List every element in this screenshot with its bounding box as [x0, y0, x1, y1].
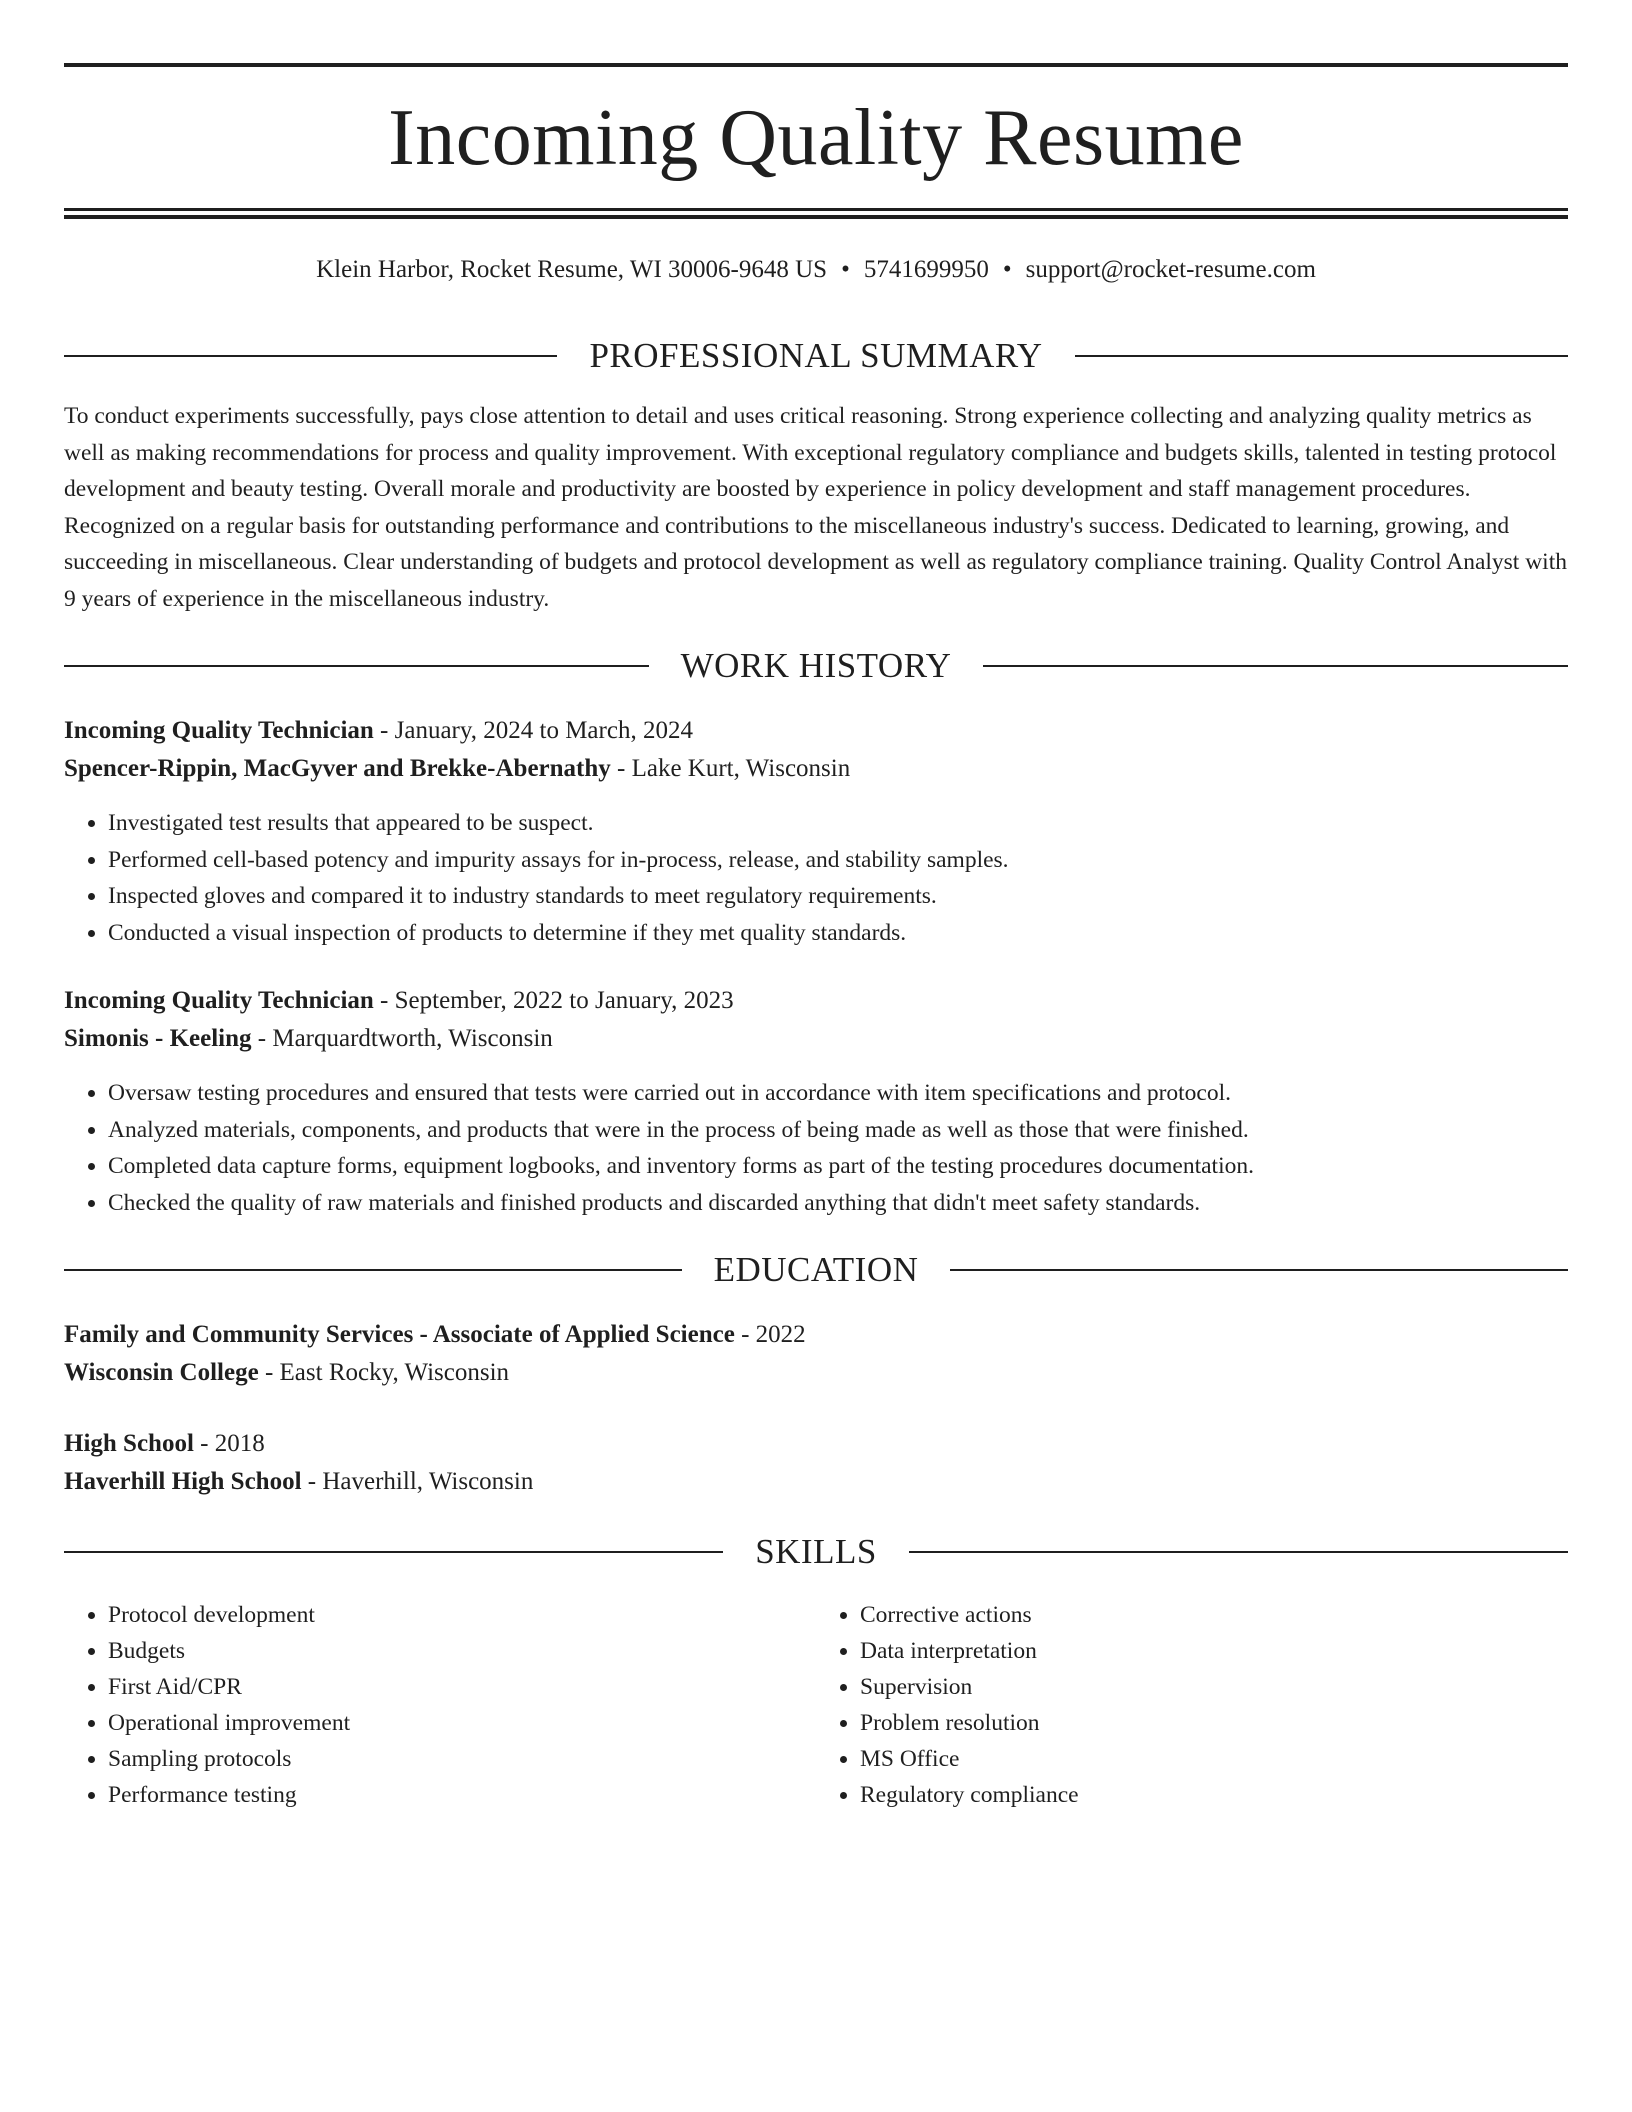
- section-header-summary: [64, 334, 1568, 378]
- resume-title: Incoming Quality Resume: [388, 94, 1244, 182]
- title-rule-thick: [64, 215, 1568, 219]
- contact-phone: 5741699950: [863, 256, 989, 283]
- contact-line: [64, 252, 1568, 288]
- skills-column-left: [64, 1597, 816, 1813]
- skill-item: • Sampling protocols: [108, 1741, 816, 1777]
- job-title: Incoming Quality Technician: [64, 987, 374, 1014]
- job-company: Simonis - Keeling: [64, 1025, 252, 1052]
- divider: [64, 1269, 682, 1271]
- skill-item: • Corrective actions: [860, 1597, 1568, 1633]
- education-degree: High School: [64, 1430, 194, 1457]
- skill-item: • Protocol development: [108, 1597, 816, 1633]
- education-location: - East Rocky, Wisconsin: [258, 1359, 510, 1386]
- section-title: SKILLS: [755, 1532, 877, 1571]
- job-entry: [64, 712, 1568, 788]
- education-entry: [64, 1425, 1568, 1501]
- section-title: EDUCATION: [713, 1250, 919, 1289]
- skill-item: • Performance testing: [108, 1777, 816, 1813]
- skill-item: • Data interpretation: [860, 1633, 1568, 1669]
- section-header-skills: [64, 1530, 1568, 1574]
- skill-item: • Regulatory compliance: [860, 1777, 1568, 1813]
- job-bullets: [64, 1075, 1568, 1221]
- job-title: Incoming Quality Technician: [64, 717, 374, 744]
- summary-text: To conduct experiments successfully, pays close attention to detail and uses critical reasoning. Strong experience collecting and analyzing quality metrics as well as making recommendations for process and quality improvement. With exceptional regulatory compliance and budgets skills, talented in testing protocol development and beauty testing. Overall morale and productivity are boosted by experience in policy development and staff management procedures. Recognized on a regular basis for outstanding performance and contributions to the miscellaneous industry's success. Dedicated to learning, growing, and succeeding in miscellaneous. Clear understanding of budgets and protocol development as well as regulatory compliance training. Quality Control Analyst with 9 years of experience in the miscellaneous industry.: [64, 403, 1567, 612]
- job-company: Spencer-Rippin, MacGyver and Brekke-Abernathy: [64, 755, 611, 782]
- divider: [64, 355, 557, 357]
- job-entry: [64, 982, 1568, 1058]
- skills-column-right: [816, 1597, 1568, 1813]
- skill-item: • Supervision: [860, 1669, 1568, 1705]
- list-item: • Conducted a visual inspection of products to determine if they met quality standards.: [108, 915, 1568, 952]
- education-location: - Haverhill, Wisconsin: [301, 1468, 534, 1495]
- divider: [1075, 355, 1568, 357]
- divider: [64, 1551, 723, 1553]
- skill-item: • First Aid/CPR: [108, 1669, 816, 1705]
- job-location: - Lake Kurt, Wisconsin: [610, 755, 851, 782]
- divider: [950, 1269, 1568, 1271]
- skills-list: [64, 1597, 1568, 1813]
- contact-address: Klein Harbor, Rocket Resume, WI 30006-9648 US: [316, 256, 828, 283]
- list-item: • Checked the quality of raw materials and finished products and discarded anything that didn't meet safety standards.: [108, 1185, 1568, 1222]
- title-rule-thin: [64, 208, 1568, 211]
- divider: [64, 665, 649, 667]
- list-item: • Inspected gloves and compared it to industry standards to meet regulatory requirements.: [108, 878, 1568, 915]
- section-header-work-history: [64, 644, 1568, 688]
- list-item: • Investigated test results that appeared to be suspect.: [108, 805, 1568, 842]
- job-location: - Marquardtworth, Wisconsin: [251, 1025, 553, 1052]
- skill-item: • MS Office: [860, 1741, 1568, 1777]
- list-item: • Oversaw testing procedures and ensured that tests were carried out in accordance with item specifications and protocol.: [108, 1075, 1568, 1112]
- job-bullets: [64, 805, 1568, 951]
- list-item: • Analyzed materials, components, and products that were in the process of being made as well as those that were finished.: [108, 1112, 1568, 1149]
- top-rule: [64, 63, 1568, 67]
- skill-item: • Problem resolution: [860, 1705, 1568, 1741]
- job-dates: - January, 2024 to March, 2024: [373, 717, 693, 744]
- list-item: • Performed cell-based potency and impurity assays for in-process, release, and stability samples.: [108, 842, 1568, 879]
- list-item: • Completed data capture forms, equipment logbooks, and inventory forms as part of the testing procedures documentation.: [108, 1148, 1568, 1185]
- education-school: Wisconsin College: [64, 1359, 259, 1386]
- education-entry: [64, 1316, 1568, 1392]
- divider: [909, 1551, 1568, 1553]
- education-year: - 2022: [734, 1321, 806, 1348]
- skill-item: • Budgets: [108, 1633, 816, 1669]
- skill-item: • Operational improvement: [108, 1705, 816, 1741]
- job-dates: - September, 2022 to January, 2023: [373, 987, 734, 1014]
- education-school: Haverhill High School: [64, 1468, 302, 1495]
- contact-separator: •: [841, 256, 850, 283]
- education-degree: Family and Community Services - Associate of Applied Science: [64, 1321, 735, 1348]
- contact-separator: •: [1002, 256, 1012, 283]
- education-year: - 2018: [193, 1430, 265, 1457]
- section-title: PROFESSIONAL SUMMARY: [589, 336, 1043, 375]
- section-header-education: [64, 1248, 1568, 1292]
- contact-email: support@rocket-resume.com: [1025, 256, 1316, 283]
- section-title: WORK HISTORY: [680, 646, 952, 685]
- divider: [983, 665, 1568, 667]
